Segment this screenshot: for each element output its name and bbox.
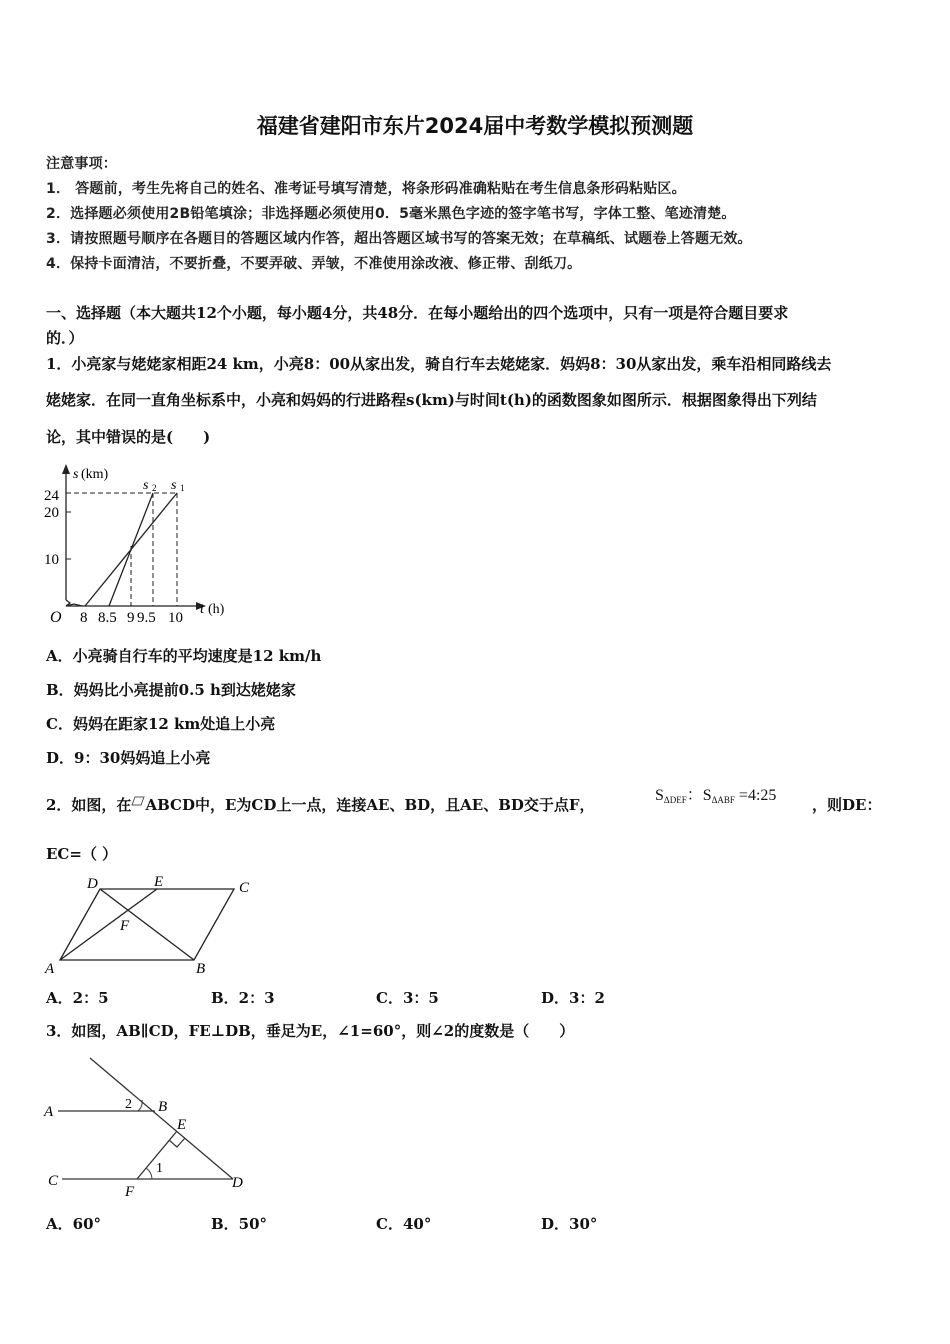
q1-distance-time-graph	[40, 460, 250, 630]
q2-parallelogram-figure	[40, 872, 270, 980]
svg-text:(km): (km)	[81, 467, 109, 482]
svg-text:t: t	[200, 601, 205, 617]
q1-option-b[interactable]: B．妈妈比小亮提前0.5 h到达姥姥家	[46, 681, 296, 699]
svg-text:A: A	[44, 1104, 54, 1120]
svg-text:B: B	[196, 961, 206, 977]
q3-parallel-lines-figure	[40, 1050, 270, 1200]
svg-text:2: 2	[125, 1097, 132, 1112]
q3-option-b[interactable]: B．50°	[211, 1215, 268, 1233]
q3-text-line1: 3．如图，AB∥CD，FE⊥DB，垂足为E，∠1=60°，则∠2的度数是（ ）	[46, 1022, 575, 1040]
notice-item-3: 3．请按照题号顺序在各题目的答题区域内作答，超出答题区域书写的答案无效；在草稿纸、试题卷上答题无效。	[46, 231, 752, 247]
svg-text:F: F	[125, 1184, 135, 1200]
section-heading-line1: 一、选择题（本大题共12个小题，每小题4分，共48分．在每小题给出的四个选项中，只有一项是符合题目要求	[46, 304, 789, 322]
svg-text:10: 10	[168, 610, 183, 626]
notice-heading: 注意事项：	[46, 156, 117, 172]
q2-text-suffix: ，则DE：	[812, 796, 882, 814]
svg-text:D: D	[232, 1175, 243, 1191]
svg-text:F: F	[120, 918, 130, 934]
svg-text:2: 2	[152, 483, 157, 493]
area-symbol-1: S	[655, 787, 664, 804]
svg-text:C: C	[48, 1173, 59, 1189]
notice-item-2: 2．选择题必须使用2B铅笔填涂；非选择题必须使用0．5毫米黑色字迹的签字笔书写，字体工整、笔迹清楚。	[46, 206, 736, 222]
svg-text:9: 9	[127, 610, 135, 626]
ratio-value: =4:25	[738, 787, 777, 804]
q1-option-c[interactable]: C．妈妈在距家12 km处追上小亮	[46, 715, 276, 733]
q2-area-ratio	[655, 782, 776, 805]
svg-text:B: B	[158, 1099, 168, 1115]
svg-text:O: O	[50, 609, 62, 626]
q2-option-b[interactable]: B．2：3	[211, 989, 275, 1007]
q3-option-a[interactable]: A．60°	[46, 1215, 102, 1233]
svg-text:1: 1	[180, 483, 185, 493]
page-title: 福建省建阳市东片2024届中考数学模拟预测题	[256, 114, 694, 138]
q2-option-d[interactable]: D．3：2	[541, 989, 605, 1007]
q1-text-line2: 姥姥家．在同一直角坐标系中，小亮和妈妈的行进路程s(km)与时间t(h)的函数图象如图所示．根据图象得出下列结	[46, 391, 817, 409]
section-heading-line2: 的．）	[46, 329, 84, 347]
svg-text:D: D	[87, 876, 98, 892]
svg-text:s: s	[73, 467, 79, 482]
q1-option-d[interactable]: D．9：30妈妈追上小亮	[46, 749, 211, 767]
svg-text:s: s	[143, 478, 149, 493]
svg-text:C: C	[239, 880, 250, 896]
q1-option-a[interactable]: A．小亮骑自行车的平均速度是12 km/h	[46, 647, 322, 665]
svg-text:24: 24	[44, 488, 59, 504]
svg-text:9.5: 9.5	[137, 610, 156, 626]
svg-text:E: E	[177, 1117, 187, 1133]
svg-text:s: s	[171, 478, 177, 493]
q2-option-c[interactable]: C．3：5	[376, 989, 439, 1007]
svg-text:1: 1	[156, 1161, 163, 1176]
svg-text:8: 8	[80, 610, 88, 626]
q2-option-a[interactable]: A．2：5	[46, 989, 109, 1007]
q1-text-line3: 论，其中错误的是( )	[46, 428, 211, 446]
ratio-colon: ：	[686, 787, 703, 804]
notice-item-4: 4．保持卡面清洁，不要折叠，不要弄破、弄皱，不准使用涂改液、修正带、刮纸刀。	[46, 256, 582, 272]
area-subscript-1: ΔDEF	[663, 795, 687, 805]
svg-text:20: 20	[44, 505, 59, 521]
svg-text:(h): (h)	[208, 602, 225, 617]
q3-option-c[interactable]: C．40°	[376, 1215, 432, 1233]
q2-text-prefix: 2．如图，在	[46, 796, 132, 814]
svg-text:A: A	[45, 961, 55, 977]
svg-text:E: E	[154, 874, 164, 890]
area-subscript-2: ΔABF	[711, 795, 735, 805]
parallelogram-icon	[131, 796, 145, 806]
area-symbol-2: S	[702, 787, 712, 804]
q2-text-line1	[46, 794, 595, 815]
q1-text-line1: 1．小亮家与姥姥家相距24 km，小亮8：00从家出发，骑自行车去姥姥家．妈妈8：30从家出发，乘车沿相同路线去	[46, 355, 832, 373]
q3-option-d[interactable]: D．30°	[541, 1215, 598, 1233]
svg-text:8.5: 8.5	[98, 610, 117, 626]
svg-text:10: 10	[44, 552, 59, 568]
q2-text-line2: EC=（ ）	[46, 845, 118, 863]
q2-text-body: ABCD中，E为CD上一点，连接AE、BD，且AE、BD交于点F，	[145, 796, 595, 814]
notice-item-1: 1． 答题前，考生先将自己的姓名、准考证号填写清楚，将条形码准确粘贴在考生信息条形码粘贴区。	[46, 181, 686, 197]
